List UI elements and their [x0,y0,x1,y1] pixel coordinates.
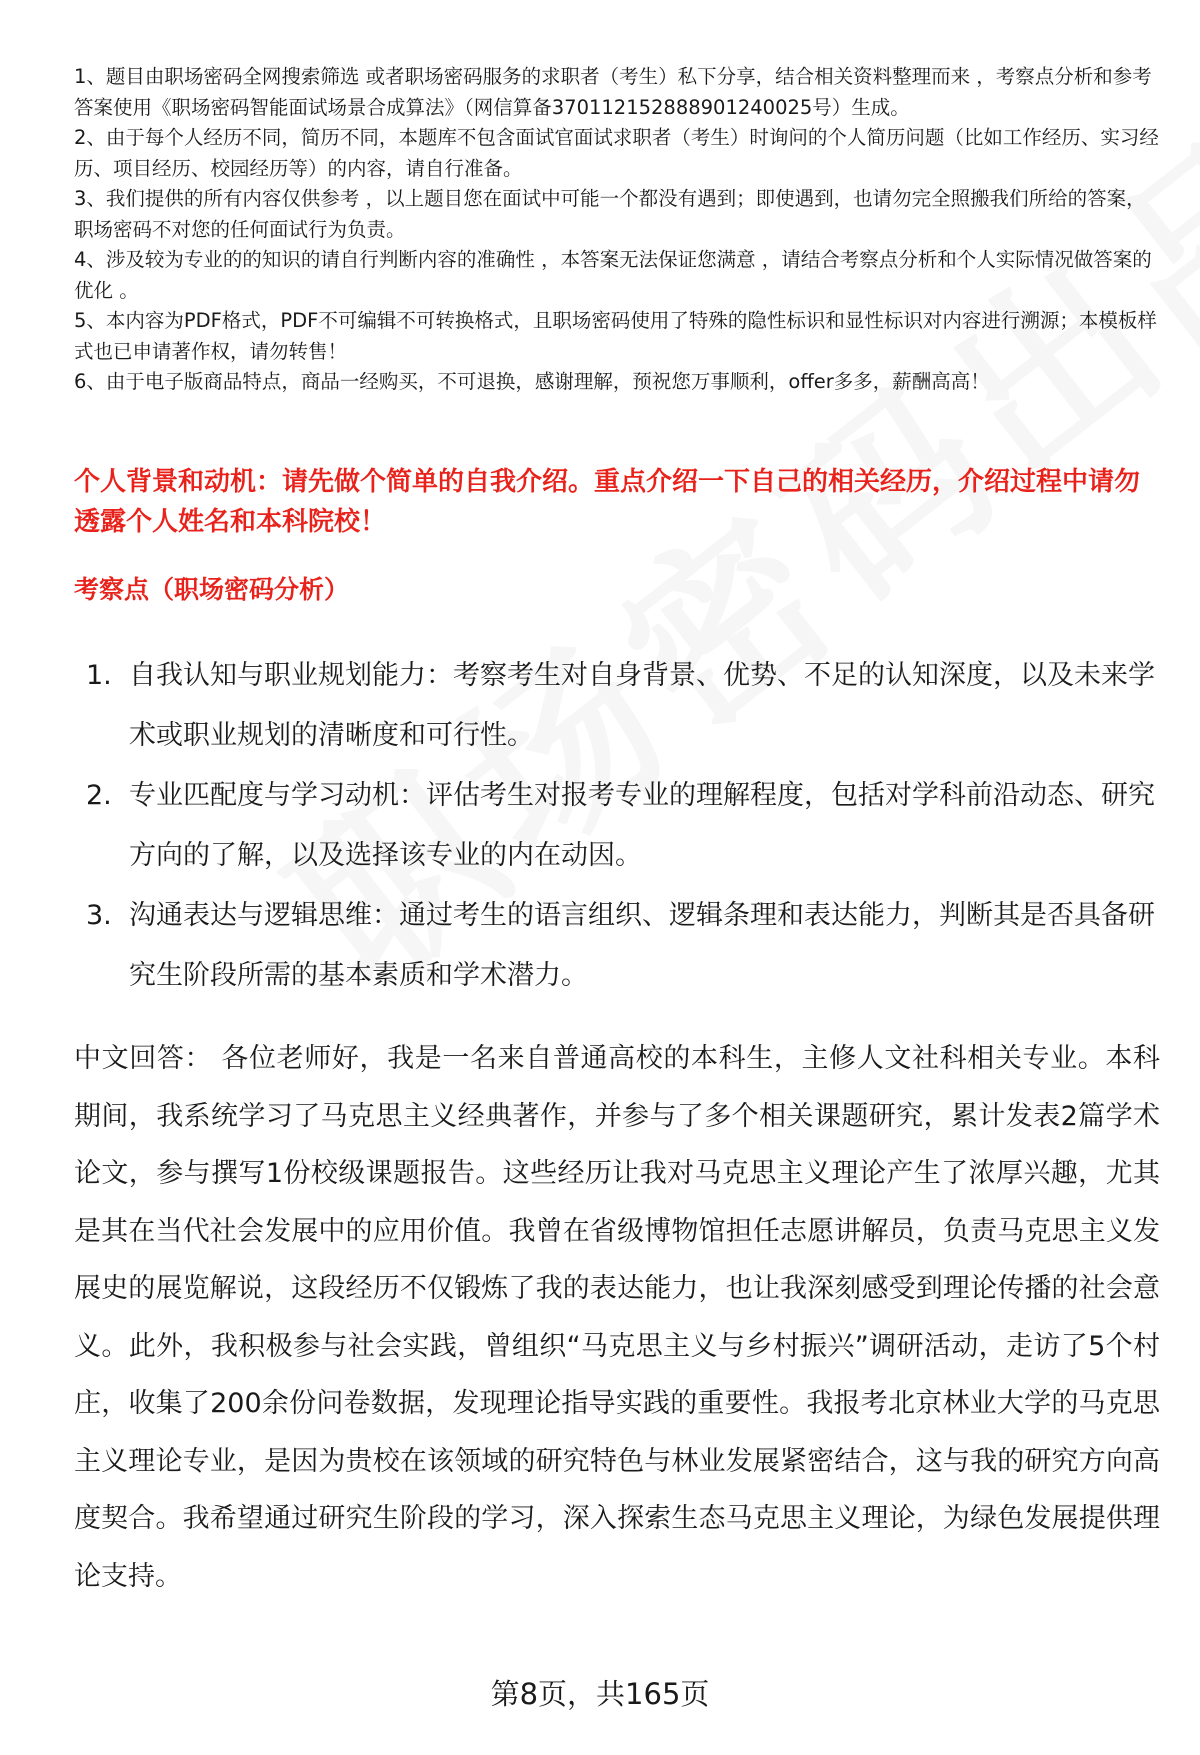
point-number: 1. [86,660,112,691]
question-title: 个人背景和动机：请先做个简单的自我介绍。重点介绍一下自己的相关经历，介绍过程中请勿透露个人姓名和本科院校！ [74,467,1141,537]
analysis-points [74,646,1160,1006]
answer-paragraph: 中文回答： 各位老师好，我是一名来自普通高校的本科生，主修人文社科相关专业。本科期间，我系统学习了马克思主义经典著作，并参与了多个相关课题研究，累计发表2篇学术论文，参与撰写1份校级课题报告。这些经历让我对马克思主义理论产生了浓厚兴趣，尤其是其在当代社会发展中的应用价值。我曾在省级博物馆担任志愿讲解员，负责马克思主义发展史的展览解说，这段经历不仅锻炼了我的表达能力，也让我深刻感受到理论传播的社会意义。此外，我积极参与社会实践，曾组织“马克思主义与乡村振兴”调研活动，走访了5个村庄，收集了200余份问卷数据，发现理论指导实践的重要性。我报考北京林业大学的马克思主义理论专业，是因为贵校在该领域的研究特色与林业发展紧密结合，这与我的研究方向高度契合。我希望通过研究生阶段的学习，深入探索生态马克思主义理论，为绿色发展提供理论支持。 [74,1043,1160,1592]
note-item: 4、涉及较为专业的的知识的请自行判断内容的准确性 ，本答案无法保证您满意 ，请结合考察点分析和个人实际情况做答案的优化 。 [74,248,1152,302]
point-number: 2. [86,780,112,811]
disclaimer-notes [74,62,1160,398]
point-text: 专业匹配度与学习动机：评估考生对报考专业的理解程度，包括对学科前沿动态、研究方向的了解，以及选择该专业的内在动因。 [129,780,1155,871]
point-number: 3. [86,900,112,931]
analysis-point [74,886,1160,1006]
page-number: 第8页，共165页 [490,1677,710,1711]
note-item: 2、由于每个人经历不同，简历不同，本题库不包含面试官面试求职者（考生）时询问的个人简历问题（比如工作经历、实习经历、项目经历、校园经历等）的内容，请自行准备。 [74,126,1159,180]
analysis-point [74,646,1160,766]
note-item: 6、由于电子版商品特点，商品一经购买，不可退换，感谢理解，预祝您万事顺利，offer多多，薪酬高高！ [74,370,990,393]
analysis-point [74,766,1160,886]
point-text: 沟通表达与逻辑思维：通过考生的语言组织、逻辑条理和表达能力，判断其是否具备研究生阶段所需的基本素质和学术潜力。 [129,900,1155,991]
analysis-heading: 考察点（职场密码分析） [74,575,350,604]
note-item: 3、我们提供的所有内容仅供参考 ，以上题目您在面试中可能一个都没有遇到；即使遇到，也请勿完全照搬我们所给的答案，职场密码不对您的任何面试行为负责。 [74,187,1146,241]
point-text: 自我认知与职业规划能力：考察考生对自身背景、优势、不足的认知深度，以及未来学术或职业规划的清晰度和可行性。 [129,660,1155,751]
note-item: 5、本内容为PDF格式，PDF不可编辑不可转换格式，且职场密码使用了特殊的隐性标识和显性标识对内容进行溯源；本模板样式也已申请著作权，请勿转售！ [74,309,1157,363]
note-item: 1、题目由职场密码全网搜索筛选 或者职场密码服务的求职者（考生）私下分享，结合相关资料整理而来 ，考察点分析和参考答案使用《职场密码智能面试场景合成算法》（网信算备370112152888901240025号）生成。 [74,65,1152,119]
